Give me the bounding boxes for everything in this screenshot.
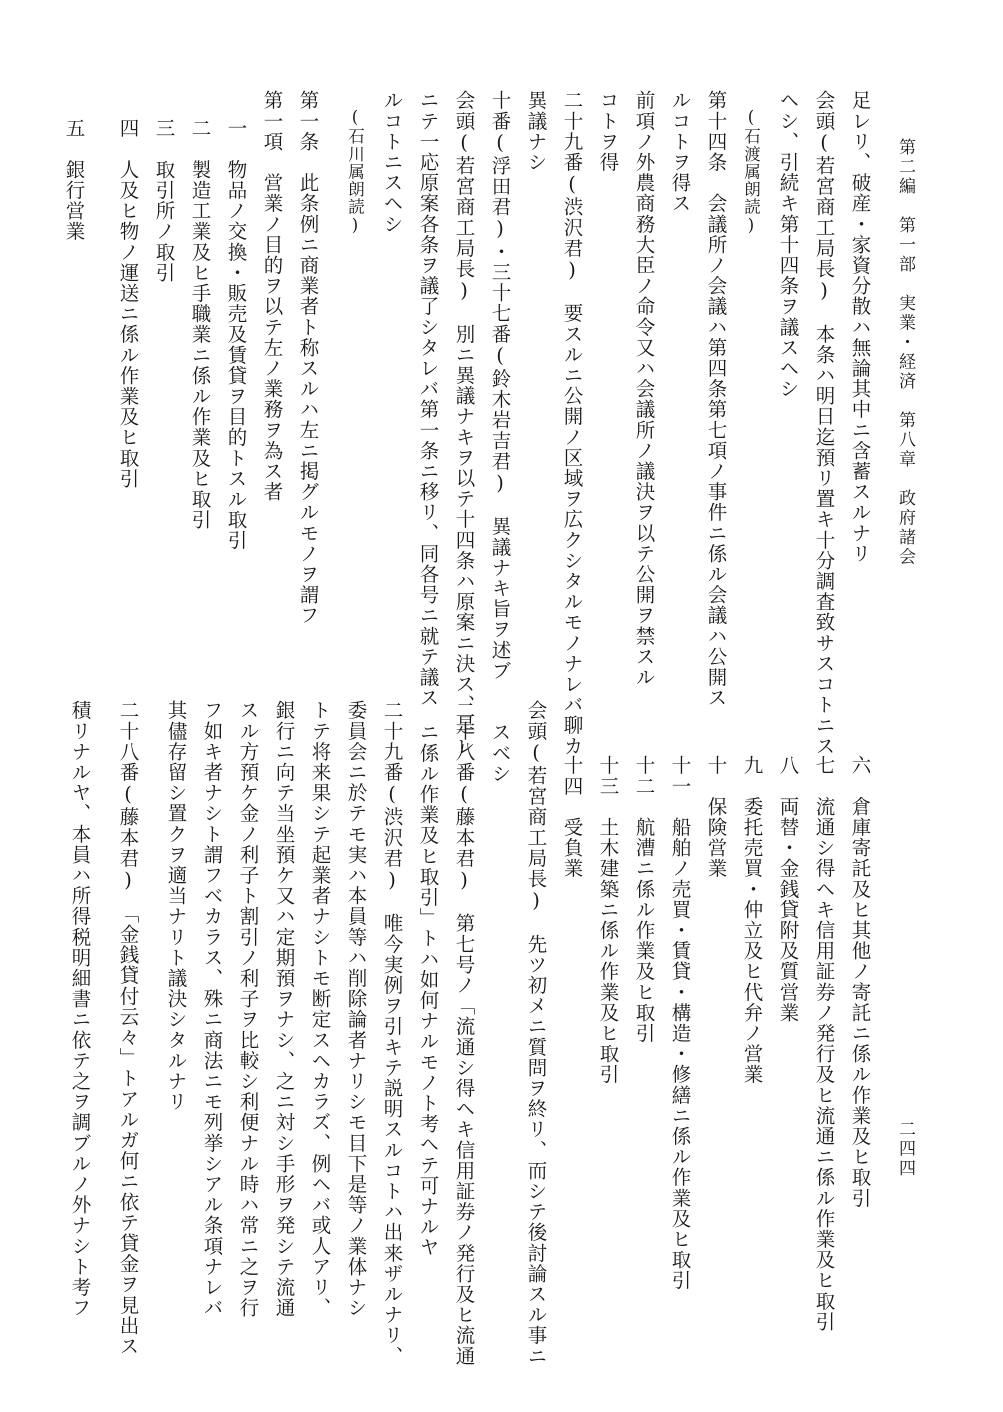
text-column: ルコトニスヘシ (380, 90, 404, 235)
text-column: 五 銀行営業 (62, 118, 86, 242)
running-head: 第二編 第一部 実業・経済 第八章 政府諸会 (895, 138, 915, 567)
text-column: コトヲ得 (596, 90, 620, 173)
text-column: 十三 土木建築ニ係ル作業及ヒ取引 (596, 755, 620, 1085)
text-column: スル方預ケ金ノ利子ト割引ノ利子ヲ比較シ利便ナル時ハ常ニ之ヲ行 (236, 700, 260, 1318)
text-column: 二十九番(渋沢君) 唯今実例ヲ引キテ説明スルコトハ出来ザルナリ、 (380, 700, 404, 1367)
page-number: 二四四 (895, 1120, 915, 1179)
text-column: 委員会ニ於テモ実ハ本員等ハ削除論者ナリシモ目下是等ノ業体ナシ (344, 700, 368, 1318)
text-column: 会頭(若宮商工局長) 先ツ初メニ質問ヲ終リ、而シテ後討論スル事ニ (524, 700, 548, 1367)
text-column: 八 両替・金銭貸附及質営業 (776, 755, 800, 1023)
text-column: 足レリ、破産・家資分散ハ無論其中ニ含蓄スルナリ (848, 90, 872, 564)
text-column: (石渡属朗読) (741, 90, 761, 236)
text-column: 二十九番(渋沢君) 要スルニ公開ノ区域ヲ広クシタルモノナレバ聊カ (560, 90, 584, 757)
text-column: ニ係ル作業及ヒ取引」トハ如何ナルモノト考ヘテ可ナルヤ (416, 722, 440, 1258)
text-column: 九 委托売買・仲立及ヒ代弁ノ営業 (740, 755, 764, 1085)
text-column: ヘシ、引続キ第十四条ヲ議スヘシ (776, 90, 800, 399)
text-column: 十番(浮田君)・三十七番(鈴木岩吉君) 異議ナキ旨ヲ述ブ (488, 90, 512, 681)
text-column: 会頭(若宮商工局長) 別ニ異議ナキヲ以テ十四条ハ原案ニ決ス、是レ (452, 90, 476, 757)
text-column: 十一 船舶ノ売買・賃貸・構造・修繕ニ係ル作業及ヒ取引 (668, 755, 692, 1291)
text-column: 第一項 営業ノ目的ヲ以テ左ノ業務ヲ為ス者 (260, 90, 284, 502)
text-column: 会頭(若宮商工局長) 本条ハ明日迄預リ置キ十分調査致サスコトニス (812, 90, 836, 757)
text-column: 二十八番(藤本君) 「金銭貸付云々」トアルガ何ニ依テ貸金ヲ見出ス (116, 700, 140, 1357)
text-column: 七 流通シ得ヘキ信用証券ノ発行及ヒ流通ニ係ル作業及ヒ取引 (812, 755, 836, 1332)
text-column: 第一条 此条例ニ商業者ト称スルハ左ニ掲グルモノヲ謂フ (296, 90, 320, 626)
text-column: フ如キ者ナシト謂フベカラス、殊ニ商法ニモ列挙シアル条項ナレバ (200, 700, 224, 1318)
text-column: 三 取引所ノ取引 (152, 118, 176, 283)
text-column: (石川属朗読) (345, 90, 365, 236)
text-column: 一 物品ノ交換・販売及賃貸ヲ目的トスル取引 (224, 118, 248, 551)
text-column: 二十八番(藤本君) 第七号ノ「流通シ得ヘキ信用証券ノ発行及ヒ流通 (452, 700, 476, 1367)
text-column: 異議ナシ (524, 90, 548, 173)
text-column: ニテ一応原案各条ヲ議了シタレバ第一条ニ移リ、同各号ニ就テ議ス (416, 90, 440, 708)
text-column: 二 製造工業及ヒ手職業ニ係ル作業及ヒ取引 (188, 118, 212, 530)
text-column: 積リナルヤ、本員ハ所得税明細書ニ依テ之ヲ調ブルノ外ナシト考フ (68, 700, 92, 1318)
text-column: トテ将来果シテ起業者ナシトモ断定スヘカラズ、例ヘバ或人アリ、 (308, 700, 332, 1318)
text-column: ルコトヲ得ス (668, 90, 692, 214)
text-column: 十二 航漕ニ係ル作業及ヒ取引 (632, 755, 656, 1044)
text-column: 六 倉庫寄託及ヒ其他ノ寄託ニ係ル作業及ヒ取引 (848, 755, 872, 1209)
text-column: 四 人及ヒ物ノ運送ニ係ル作業及ヒ取引 (116, 118, 140, 489)
text-column: 前項ノ外農商務大臣ノ命令又ハ会議所ノ議決ヲ以テ公開ヲ禁スル (632, 90, 656, 688)
text-column: 銀行ニ向テ当坐預ケ又ハ定期預ヲナシ、之ニ対シ手形ヲ発シテ流通 (272, 700, 296, 1318)
text-column: 十四 受負業 (560, 755, 584, 879)
text-column: 其儘存留シ置クヲ適当ナリト議決シタルナリ (164, 700, 188, 1112)
text-column: 十 保険営業 (704, 755, 728, 879)
text-column: 第十四条 会議所ノ会議ハ第四条第七項ノ事件ニ係ル会議ハ公開ス (704, 90, 728, 708)
text-column: スベシ (488, 722, 512, 784)
